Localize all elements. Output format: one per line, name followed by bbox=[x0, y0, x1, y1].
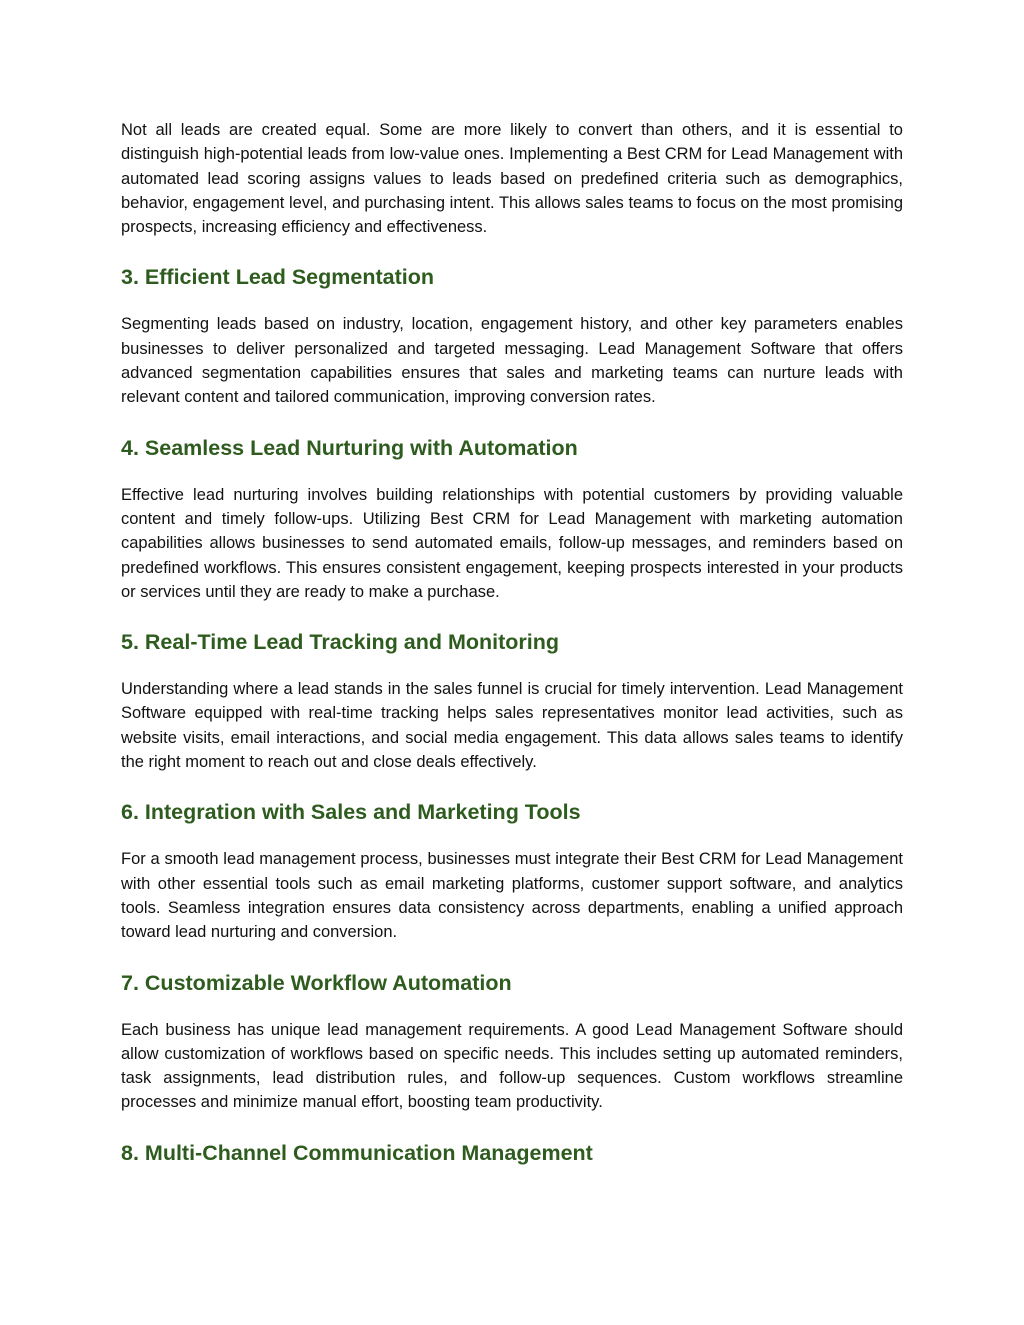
section-heading-integration: 6. Integration with Sales and Marketing Tools bbox=[121, 800, 581, 825]
section-body-integration: For a smooth lead management process, businesses must integrate their Best CRM for Lead Management with other essential tools such as email marketing platforms, customer support software, and analytics tools. Seamless integration ensures data consistency across departments, enabling a unified approach toward lead nurturing and conversion. bbox=[121, 850, 903, 942]
intro-paragraph: Not all leads are created equal. Some are more likely to convert than others, and it is essential to distinguish high-potential leads from low-value ones. Implementing a Best CRM for Lead Management with automated lead scoring assigns values to leads based on predefined criteria such as demographics, behavior, engagement level, and purchasing intent. This allows sales teams to focus on the most promising prospects, increasing efficiency and effectiveness. bbox=[121, 121, 903, 237]
section-body-workflow-automation: Each business has unique lead management requirements. A good Lead Management Software should allow customization of workflows based on specific needs. This includes setting up automated reminders, task assignments, lead distribution rules, and follow-up sequences. Custom workflows streamline processes and minimize manual effort, boosting team productivity. bbox=[121, 1020, 903, 1112]
section-heading-lead-nurturing: 4. Seamless Lead Nurturing with Automation bbox=[121, 435, 578, 460]
section-heading-multichannel: 8. Multi-Channel Communication Management bbox=[121, 1140, 593, 1165]
section-body-lead-nurturing: Effective lead nurturing involves building relationships with potential customers by providing valuable content and timely follow-ups. Utilizing Best CRM for Lead Management with marketing automation capabilities allows businesses to send automated emails, follow-up messages, and reminders based on predefined workflows. This ensures consistent engagement, keeping prospects interested in your products or services until they are ready to make a purchase. bbox=[121, 485, 903, 601]
document-page bbox=[121, 118, 903, 1167]
section-heading-lead-segmentation: 3. Efficient Lead Segmentation bbox=[121, 265, 434, 290]
section-body-lead-segmentation: Segmenting leads based on industry, location, engagement history, and other key parameters enables businesses to deliver personalized and targeted messaging. Lead Management Software that offers advanced segmentation capabilities ensures that sales and marketing teams can nurture leads with relevant content and tailored communication, improving conversion rates. bbox=[121, 315, 903, 407]
section-heading-lead-tracking: 5. Real-Time Lead Tracking and Monitoring bbox=[121, 630, 560, 655]
section-heading-workflow-automation: 7. Customizable Workflow Automation bbox=[121, 970, 512, 995]
section-body-lead-tracking: Understanding where a lead stands in the sales funnel is crucial for timely intervention. Lead Management Software equipped with real-time tracking helps sales representatives monitor lead activities, such as website visits, email interactions, and social media engagement. This data allows sales teams to identify the right moment to reach out and close deals effectively. bbox=[121, 680, 903, 772]
